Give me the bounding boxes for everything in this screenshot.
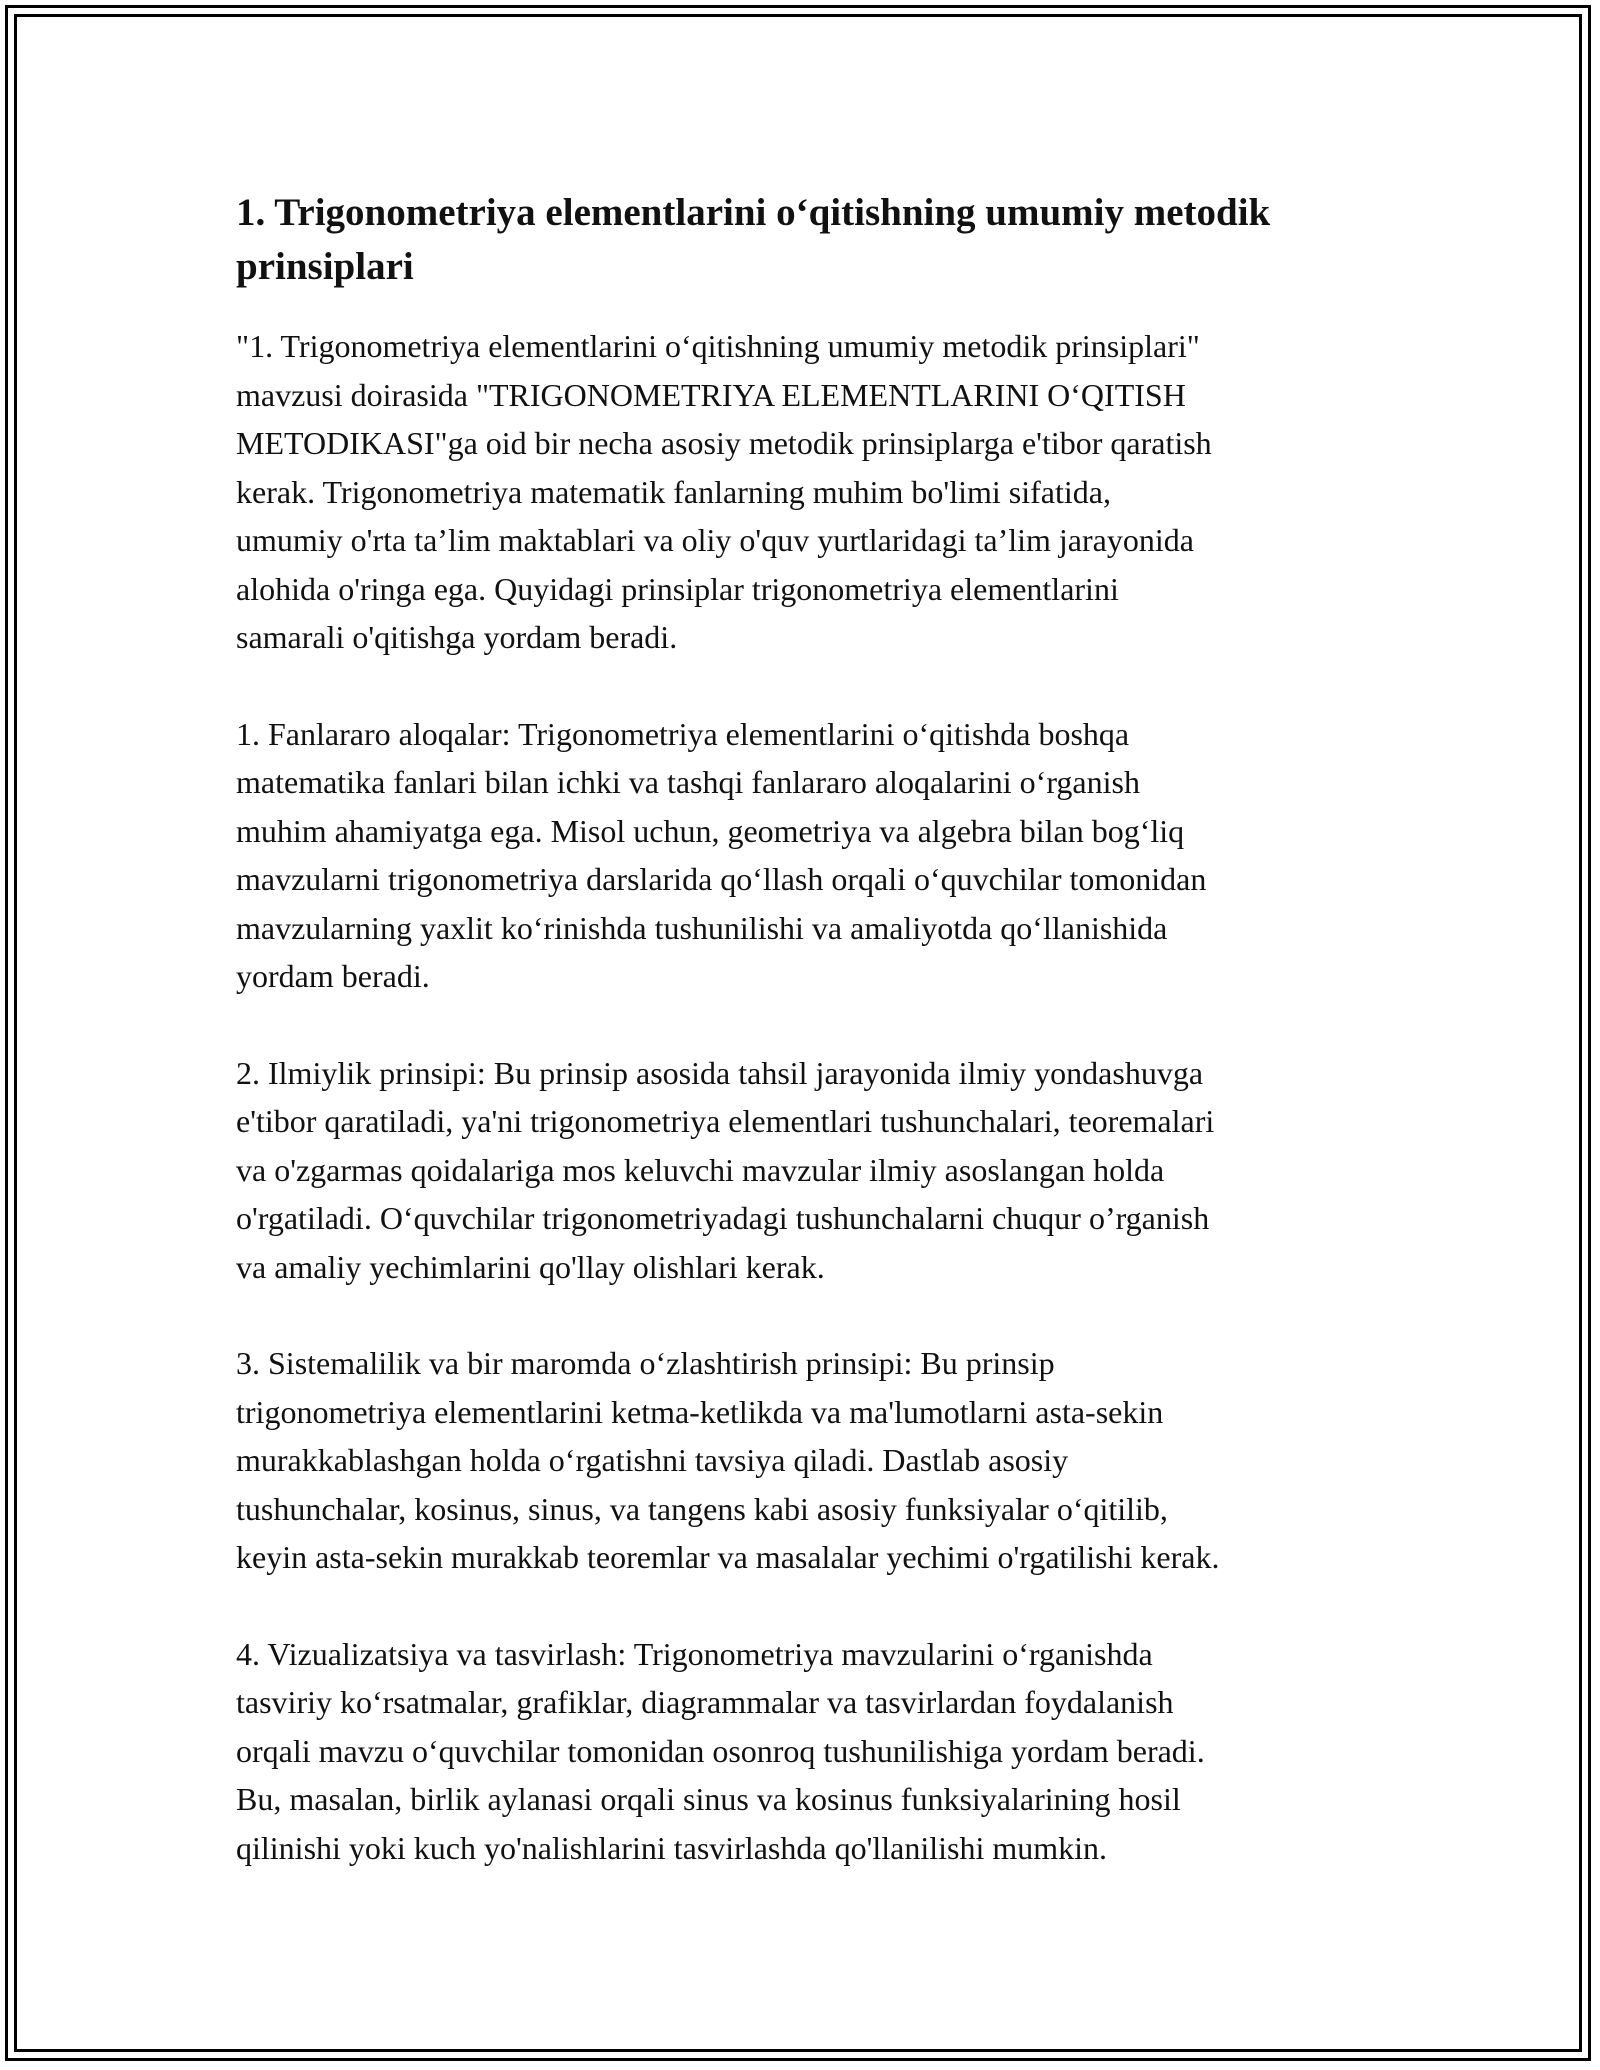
principle-visualization-paragraph: 4. Vizualizatsiya va tasvirlash: Trigonometriya mavzularini o‘rganishda tasviriy ko‘rsatmalar, grafiklar, diagrammalar va tasvirlardan foydalanish orqali mavzu o‘quvchilar tomonidan osonroq tushunilishiga yordam beradi. Bu, masalan, birlik aylanasi orqali sinus va kosinus funksiyalarining hosil qilinishi yoki kuch yo'nalishlarini tasvirlashda qo'llanilishi mumkin. <box>236 1635 1205 1866</box>
principle-interdisciplinary-paragraph: 1. Fanlararo aloqalar: Trigonometriya elementlarini o‘qitishda boshqa matematika fanlari bilan ichki va tashqi fanlararo aloqalarini o‘rganish muhim ahamiyatga ega. Misol uchun, geometriya va algebra bilan bog‘liq mavzularni trigonometriya darslarida qo‘llash orqali o‘quvchilar tomonidan mavzularning yaxlit ko‘rinishda tushunilishi va amaliyotda qo‘llanishida yordam beradi. <box>236 715 1207 994</box>
document-body <box>236 186 1372 1920</box>
intro-paragraph: "1. Trigonometriya elementlarini o‘qitishning umumiy metodik prinsiplari" mavzusi doirasida "TRIGONOMETRIYA ELEMENTLARINI O‘QITISH METODIKASI"ga oid bir necha asosiy metodik prinsiplarga e'tibor qaratish kerak. Trigonometriya matematik fanlarning muhim bo'limi sifatida, umumiy o'rta ta’lim maktablari va oliy o'quv yurtlaridagi ta’lim jarayonida alohida o'ringa ega. Quyidagi prinsiplar trigonometriya elementlarini samarali o'qitishga yordam beradi. <box>236 328 1212 655</box>
principle-systematic-paragraph: 3. Sistemalilik va bir maromda o‘zlashtirish prinsipi: Bu prinsip trigonometriya elementlarini ketma-ketlikda va ma'lumotlarni asta-sekin murakkablashgan holda o‘rgatishni tavsiya qiladi. Dastlab asosiy tushunchalar, kosinus, sinus, va tangens kabi asosiy funksiyalar o‘qitilib, keyin asta-sekin murakkab teoremlar va masalalar yechimi o'rgatilishi kerak. <box>236 1345 1220 1575</box>
principle-scientific-paragraph: 2. Ilmiylik prinsipi: Bu prinsip asosida tahsil jarayonida ilmiy yondashuvga e'tibor qaratiladi, ya'ni trigonometriya elementlari tushunchalari, teoremalari va o'zgarmas qoidalariga mos keluvchi mavzular ilmiy asoslangan holda o'rgatiladi. O‘quvchilar trigonometriyadagi tushunchalarni chuqur o’rganish va amaliy yechimlarini qo'llay olishlari kerak. <box>236 1054 1215 1285</box>
section-heading: 1. Trigonometriya elementlarini o‘qitishning umumiy metodik prinsiplari <box>236 191 1271 288</box>
